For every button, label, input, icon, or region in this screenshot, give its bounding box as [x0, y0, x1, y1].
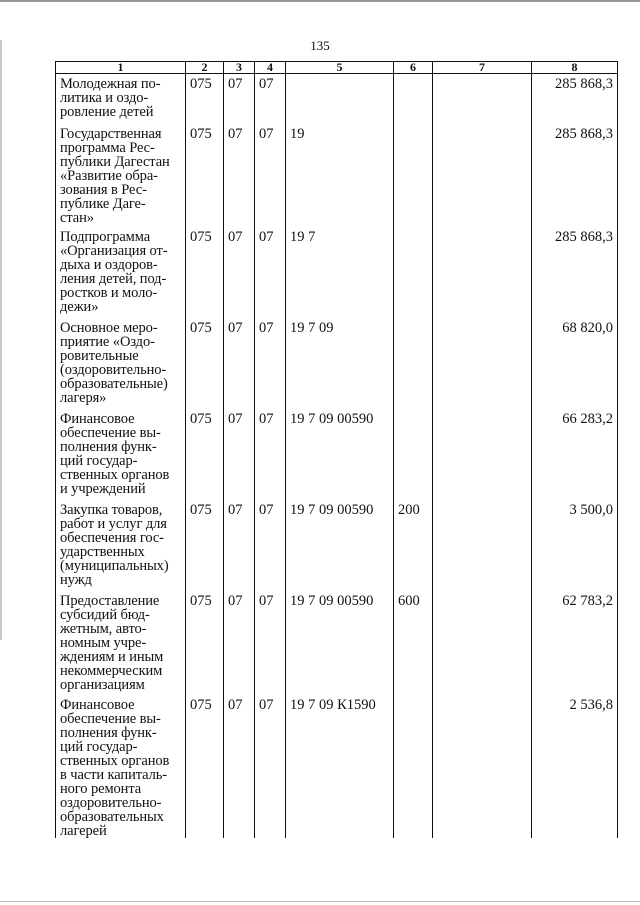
- col-header-3: 3: [224, 62, 255, 74]
- code-cell-4: 07: [255, 74, 286, 124]
- row-name-line: приятие «Оздо-: [60, 333, 155, 350]
- table-row: [56, 74, 618, 124]
- row-name-line: обеспечения гос-: [60, 529, 164, 546]
- amount-cell: 285 868,3: [532, 74, 618, 124]
- col-header-8: 8: [532, 62, 618, 74]
- row-name-line: Финансовое: [60, 410, 135, 427]
- code-cell-2: 075: [186, 74, 224, 124]
- row-name-line: в части капиталь-: [60, 766, 168, 783]
- code-cell-4: 07: [255, 409, 286, 500]
- amount-cell: 62 783,2: [532, 591, 618, 695]
- code-cell-7: [433, 124, 532, 227]
- row-name-line: публике Даге-: [60, 195, 146, 212]
- code-cell-3: 07: [224, 500, 255, 591]
- code-cell-5: 19 7 09 00590: [286, 591, 394, 695]
- row-name-line: лагерей: [60, 822, 107, 839]
- col-header-5: 5: [286, 62, 394, 74]
- row-name-cell: [56, 695, 186, 838]
- row-name-line: дежи»: [60, 298, 99, 315]
- row-name-line: Предоставление: [60, 592, 160, 609]
- row-name-cell: [56, 74, 186, 124]
- code-cell-4: 07: [255, 500, 286, 591]
- row-name-line: «Развитие обра-: [60, 167, 158, 184]
- budget-table: [55, 61, 618, 838]
- amount-cell: 68 820,0: [532, 318, 618, 409]
- row-name-line: программа Рес-: [60, 139, 155, 156]
- code-cell-2: 075: [186, 124, 224, 227]
- code-cell-7: [433, 318, 532, 409]
- code-cell-7: [433, 695, 532, 838]
- row-name-line: Подпрограмма: [60, 228, 151, 245]
- row-name-line: работ и услуг для: [60, 515, 167, 532]
- code-cell-3: 07: [224, 227, 255, 318]
- header-row: [56, 62, 618, 74]
- code-cell-3: 07: [224, 695, 255, 838]
- row-name-line: нужд: [60, 571, 92, 588]
- code-cell-6: [394, 74, 433, 124]
- code-cell-4: 07: [255, 227, 286, 318]
- row-name-line: оздоровительно-: [60, 794, 162, 811]
- row-name-line: ростков и моло-: [60, 284, 158, 301]
- code-cell-5: 19 7: [286, 227, 394, 318]
- row-name-line: Закупка товаров,: [60, 501, 163, 518]
- table-row: [56, 695, 618, 838]
- table-row: [56, 124, 618, 227]
- amount-cell: 2 536,8: [532, 695, 618, 838]
- row-name-line: номным учре-: [60, 634, 147, 651]
- code-cell-3: 07: [224, 409, 255, 500]
- row-name-line: ждениям и иным: [60, 648, 164, 665]
- row-name-line: дыха и оздоров-: [60, 256, 158, 273]
- table-row: [56, 227, 618, 318]
- row-name-line: субсидий бюд-: [60, 606, 150, 623]
- code-cell-5: 19: [286, 124, 394, 227]
- row-name-line: Основное меро-: [60, 319, 158, 336]
- page-number: 135: [310, 38, 330, 53]
- code-cell-5: 19 7 09: [286, 318, 394, 409]
- code-cell-7: [433, 500, 532, 591]
- code-cell-6: [394, 318, 433, 409]
- row-name-line: полнения функ-: [60, 438, 157, 455]
- code-cell-4: 07: [255, 695, 286, 838]
- row-name-cell: [56, 500, 186, 591]
- row-name-cell: [56, 591, 186, 695]
- row-name-line: ций государ-: [60, 738, 138, 755]
- row-name-line: ственных органов: [60, 466, 170, 483]
- scan-edge-bottom: [0, 901, 640, 902]
- code-cell-6: [394, 695, 433, 838]
- code-cell-4: 07: [255, 318, 286, 409]
- row-name-line: ударственных: [60, 543, 145, 560]
- code-cell-5: [286, 74, 394, 124]
- row-name-line: ственных органов: [60, 752, 170, 769]
- code-cell-6: [394, 409, 433, 500]
- row-name-line: обеспечение вы-: [60, 424, 161, 441]
- row-name-line: ного ремонта: [60, 780, 142, 797]
- row-name-line: ровительные: [60, 347, 139, 364]
- amount-cell: 285 868,3: [532, 124, 618, 227]
- row-name-line: полнения функ-: [60, 724, 157, 741]
- col-header-2: 2: [186, 62, 224, 74]
- row-name-line: Государственная: [60, 125, 162, 142]
- col-header-7: 7: [433, 62, 532, 74]
- code-cell-2: 075: [186, 409, 224, 500]
- code-cell-5: 19 7 09 00590: [286, 500, 394, 591]
- code-cell-2: 075: [186, 227, 224, 318]
- scan-edge-top: [0, 0, 640, 2]
- col-header-6: 6: [394, 62, 433, 74]
- row-name-line: обеспечение вы-: [60, 710, 161, 727]
- row-name-line: организациям: [60, 676, 145, 693]
- code-cell-5: 19 7 09 00590: [286, 409, 394, 500]
- row-name-line: ления детей, под-: [60, 270, 167, 287]
- code-cell-2: 075: [186, 695, 224, 838]
- table-row: [56, 591, 618, 695]
- code-cell-6: 200: [394, 500, 433, 591]
- col-header-1: 1: [56, 62, 186, 74]
- code-cell-3: 07: [224, 124, 255, 227]
- row-name-line: жетным, авто-: [60, 620, 147, 637]
- code-cell-7: [433, 227, 532, 318]
- row-name-line: публики Дагестан: [60, 153, 170, 170]
- table-row: [56, 500, 618, 591]
- code-cell-7: [433, 409, 532, 500]
- row-name-cell: [56, 124, 186, 227]
- code-cell-5: 19 7 09 К1590: [286, 695, 394, 838]
- row-name-line: некоммерческим: [60, 662, 163, 679]
- row-name-line: лагеря»: [60, 389, 107, 406]
- amount-cell: 66 283,2: [532, 409, 618, 500]
- code-cell-6: [394, 124, 433, 227]
- row-name-line: ций государ-: [60, 452, 138, 469]
- table-body: [56, 74, 618, 838]
- code-cell-3: 07: [224, 318, 255, 409]
- row-name-cell: [56, 409, 186, 500]
- code-cell-3: 07: [224, 591, 255, 695]
- row-name-cell: [56, 227, 186, 318]
- row-name-cell: [56, 318, 186, 409]
- code-cell-7: [433, 74, 532, 124]
- row-name-line: зования в Рес-: [60, 181, 147, 198]
- row-name-line: Молодежная по-: [60, 76, 161, 92]
- code-cell-4: 07: [255, 591, 286, 695]
- row-name-line: (оздоровительно-: [60, 361, 167, 378]
- code-cell-2: 075: [186, 591, 224, 695]
- row-name-line: и учреждений: [60, 480, 146, 497]
- code-cell-2: 075: [186, 318, 224, 409]
- row-name-line: стан»: [60, 209, 94, 226]
- row-name-line: Финансовое: [60, 696, 135, 713]
- row-name-line: (муниципальных): [60, 557, 169, 574]
- row-name-line: образовательных: [60, 808, 164, 825]
- scan-edge-left: [0, 40, 2, 640]
- row-name-line: образовательные): [60, 375, 168, 392]
- table-row: [56, 409, 618, 500]
- col-header-4: 4: [255, 62, 286, 74]
- table-row: [56, 318, 618, 409]
- code-cell-2: 075: [186, 500, 224, 591]
- row-name-line: литика и оздо-: [60, 90, 149, 106]
- code-cell-7: [433, 591, 532, 695]
- code-cell-6: 600: [394, 591, 433, 695]
- amount-cell: 285 868,3: [532, 227, 618, 318]
- code-cell-6: [394, 227, 433, 318]
- code-cell-4: 07: [255, 124, 286, 227]
- code-cell-3: 07: [224, 74, 255, 124]
- row-name-line: ровление детей: [60, 104, 154, 120]
- row-name-line: «Организация от-: [60, 242, 168, 259]
- amount-cell: 3 500,0: [532, 500, 618, 591]
